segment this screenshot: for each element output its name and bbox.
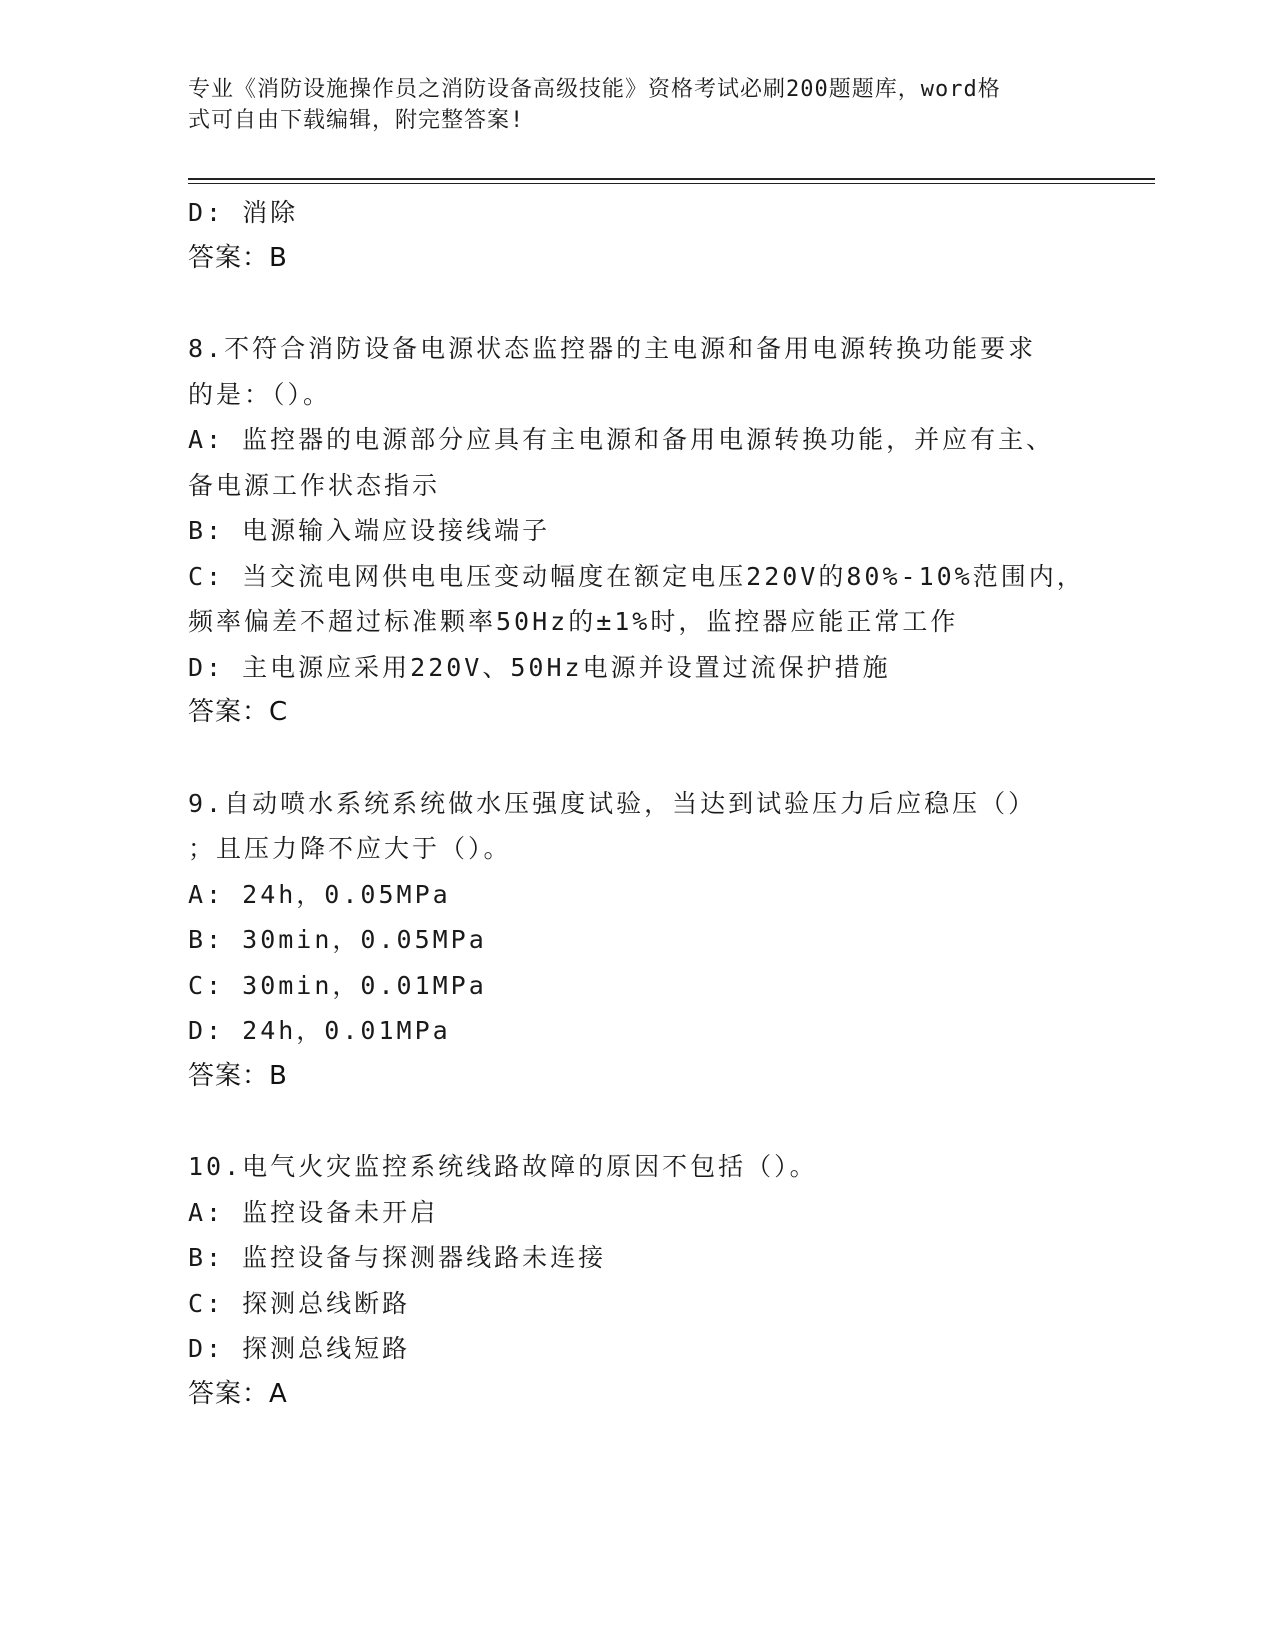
option-c: C: 当交流电网供电电压变动幅度在额定电压220V的80%-10%范围内， bbox=[188, 561, 1085, 591]
option-b: B: 监控设备与探测器线路未连接 bbox=[188, 1243, 607, 1272]
spacer bbox=[188, 736, 1088, 781]
spacer bbox=[188, 1099, 1088, 1144]
page-header bbox=[188, 74, 1068, 136]
option-b: B: 电源输入端应设接线端子 bbox=[188, 516, 551, 545]
header-line-2: 式可自由下载编辑，附完整答案! bbox=[188, 108, 525, 133]
question-stem: 8.不符合消防设备电源状态监控器的主电源和备用电源转换功能要求 bbox=[188, 334, 1037, 363]
question-stem-continued: ；且压力降不应大于（）。 bbox=[188, 834, 512, 863]
question-10 bbox=[188, 1144, 1088, 1417]
option-b: B: 30min，0.05MPa bbox=[188, 925, 487, 954]
option-d: D: 主电源应采用220V、50Hz电源并设置过流保护措施 bbox=[188, 652, 891, 682]
option-a: A: 监控器的电源部分应具有主电源和备用电源转换功能，并应有主、 bbox=[188, 425, 1055, 454]
question-9 bbox=[188, 781, 1088, 1100]
answer: 答案：C bbox=[188, 697, 289, 727]
header-line-1: 专业《消防设施操作员之消防设备高级技能》资格考试必刷200题题库，word格 bbox=[188, 77, 1001, 102]
question-stem: 9.自动喷水系统系统做水压强度试验，当达到试验压力后应稳压（） bbox=[188, 788, 1037, 818]
option-d: D: 24h，0.01MPa bbox=[188, 1016, 451, 1045]
header-divider-thin bbox=[188, 183, 1155, 184]
question-list bbox=[188, 190, 1088, 1417]
question-7-tail bbox=[188, 190, 1088, 281]
option-c: C: 30min，0.01MPa bbox=[188, 970, 487, 1000]
option-a-continued: 备电源工作状态指示 bbox=[188, 470, 441, 500]
option-a: A: 24h，0.05MPa bbox=[188, 879, 451, 909]
answer: 答案：B bbox=[188, 242, 288, 273]
header-divider-thick bbox=[188, 178, 1155, 180]
option-d: D: 探测总线短路 bbox=[188, 1334, 411, 1363]
option-d: D: 消除 bbox=[188, 198, 299, 227]
answer: 答案：A bbox=[188, 1378, 288, 1409]
spacer bbox=[188, 281, 1088, 326]
answer: 答案：B bbox=[188, 1060, 288, 1091]
question-stem: 10.电气火灾监控系统线路故障的原因不包括（）。 bbox=[188, 1152, 818, 1181]
option-a: A: 监控设备未开启 bbox=[188, 1197, 439, 1227]
question-8 bbox=[188, 326, 1088, 736]
option-c-continued: 频率偏差不超过标准颗率50Hz的±1%时，监控器应能正常工作 bbox=[188, 607, 959, 636]
option-c: C: 探测总线断路 bbox=[188, 1288, 411, 1318]
question-stem-continued: 的是：（）。 bbox=[188, 379, 332, 409]
